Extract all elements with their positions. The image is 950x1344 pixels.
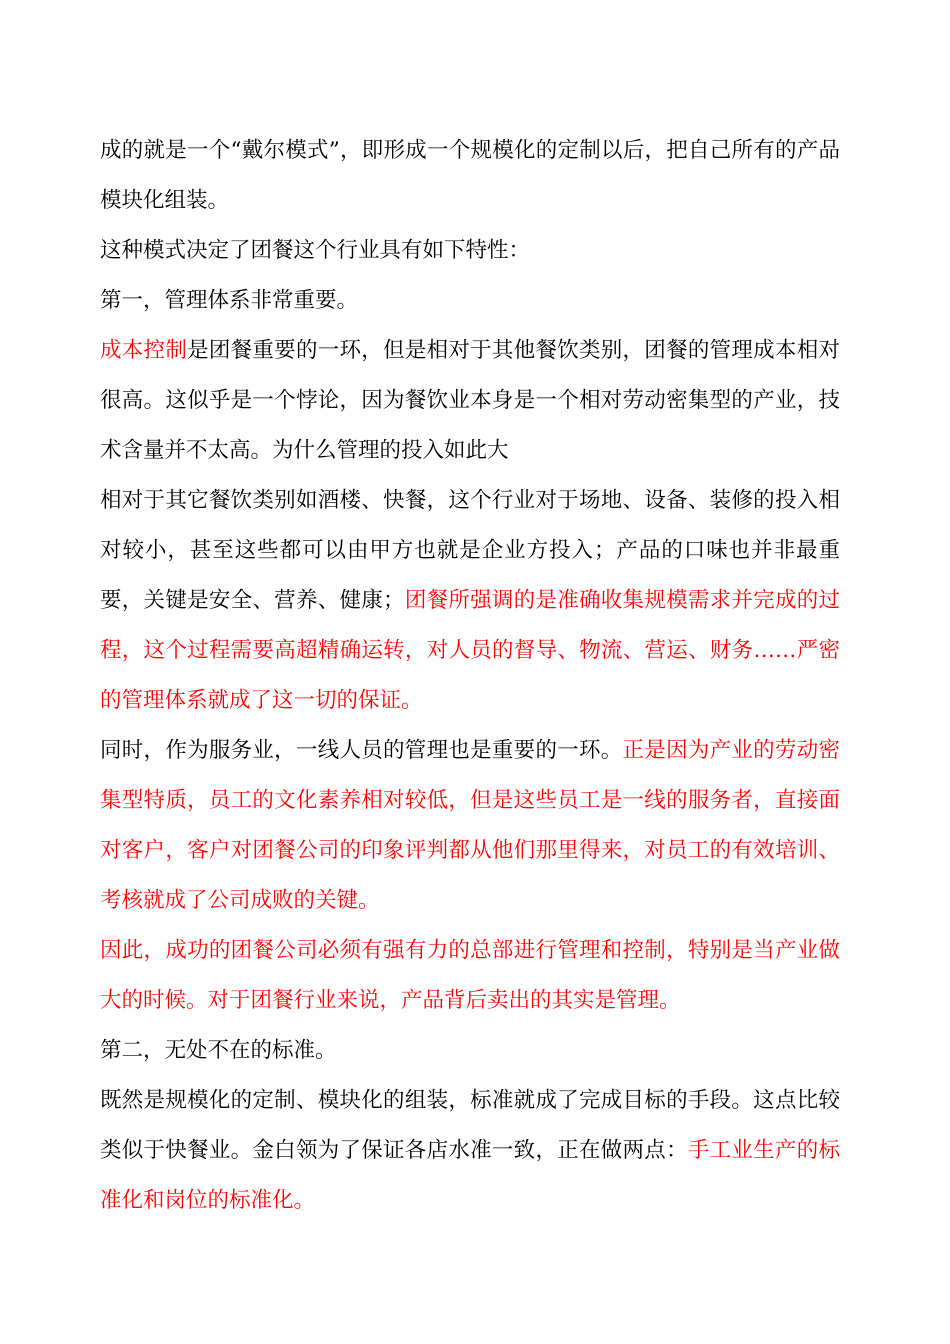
highlighted-text: 成本控制 xyxy=(100,338,188,363)
highlighted-text: 因此，成功的团餐公司必须有强有力的总部进行管理和控制，特别是当产业做大的时候。对于团餐行业来说，产品背后卖出的其实是管理。 xyxy=(100,938,840,1013)
paragraph xyxy=(100,476,840,726)
paragraph xyxy=(100,1076,840,1226)
body-text: 既然是规模化的定制、模块化的组装，标准就成了完成目标的手段。这点比较类似于快餐业。金白领为了保证各店水准一致，正在做两点： xyxy=(100,1088,840,1163)
paragraph xyxy=(100,226,840,276)
paragraph xyxy=(100,126,840,226)
highlighted-text: 正是因为产业的劳动密集型特质，员工的文化素养相对较低，但是这些员工是一线的服务者，直接面对客户，客户对团餐公司的印象评判都从他们那里得来，对员工的有效培训、考核就成了公司成败的关键。 xyxy=(100,738,840,913)
paragraph xyxy=(100,1026,840,1076)
body-text: 成的就是一个“戴尔模式”，即形成一个规模化的定制以后，把自己所有的产品模块化组装。 xyxy=(100,138,840,213)
body-text: 这种模式决定了团餐这个行业具有如下特性： xyxy=(100,238,531,263)
body-text: 同时，作为服务业，一线人员的管理也是重要的一环。 xyxy=(100,738,623,763)
body-text: 相对于其它餐饮类别如酒楼、快餐，这个行业对于场地、设备、装修的投入相对较小，甚至这些都可以由甲方也就是企业方投入；产品的口味也并非最重要，关键是安全、营养、健康； xyxy=(100,488,840,613)
paragraph xyxy=(100,276,840,326)
body-text: 是团餐重要的一环，但是相对于其他餐饮类别，团餐的管理成本相对很高。这似乎是一个悖论，因为餐饮业本身是一个相对劳动密集型的产业，技术含量并不太高。为什么管理的投入如此大 xyxy=(100,338,840,463)
body-text: 第二，无处不在的标准。 xyxy=(100,1038,337,1063)
body-text: 第一，管理体系非常重要。 xyxy=(100,288,359,313)
paragraph xyxy=(100,726,840,926)
paragraph xyxy=(100,326,840,476)
document-body xyxy=(100,126,840,1226)
highlighted-text: 团餐所强调的是准确收集规模需求并完成的过程，这个过程需要高超精确运转，对人员的督导、物流、营运、财务……严密的管理体系就成了这一切的保证。 xyxy=(100,588,840,713)
paragraph xyxy=(100,926,840,1026)
highlighted-text: 手工业生产的标准化和岗位的标准化。 xyxy=(100,1138,840,1213)
